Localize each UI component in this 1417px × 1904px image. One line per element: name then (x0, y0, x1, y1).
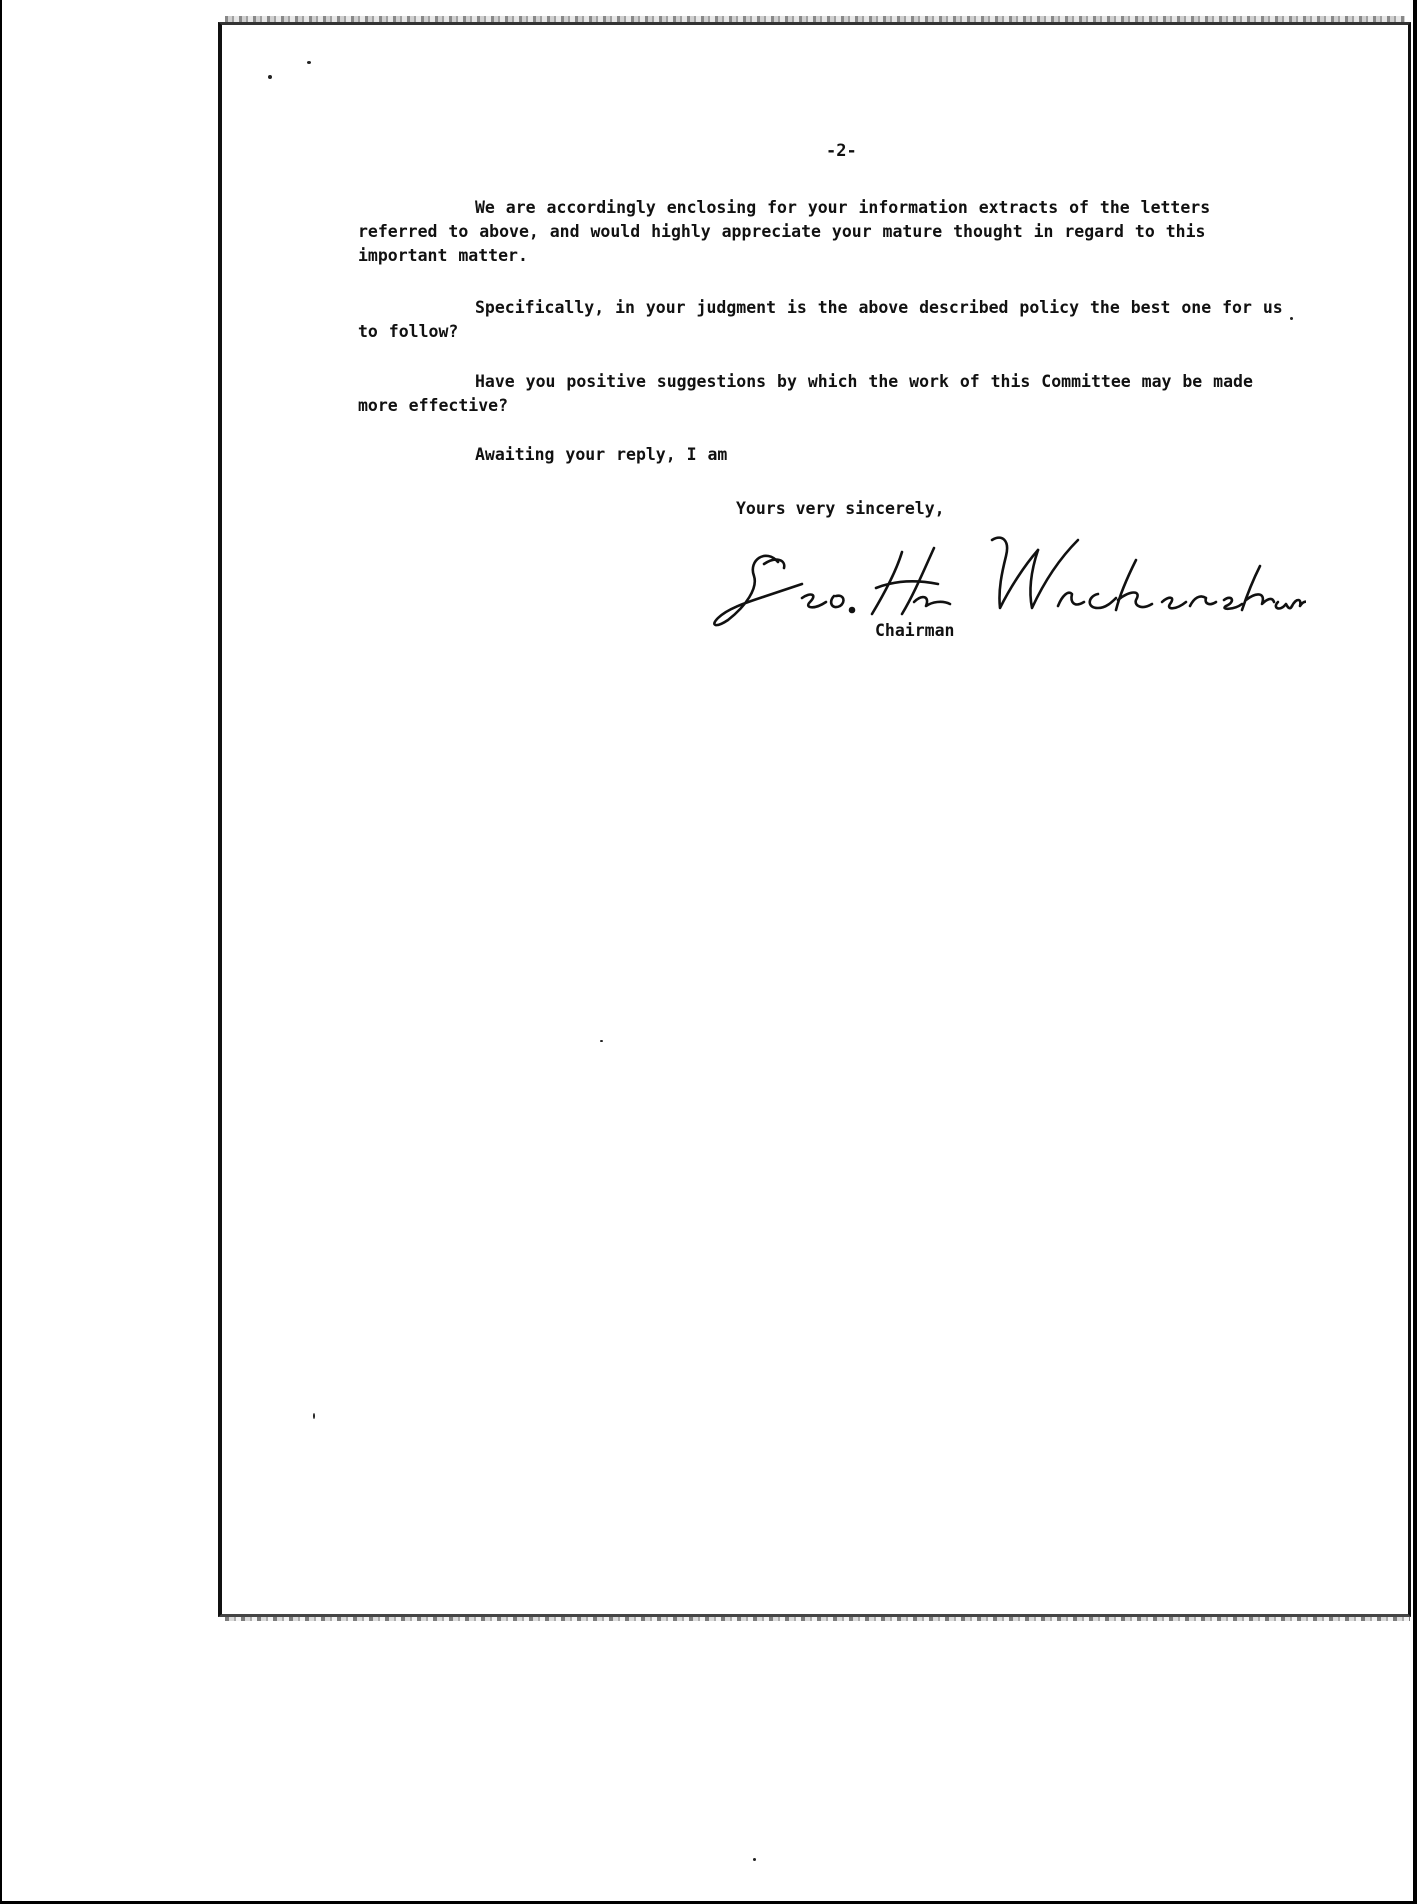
scan-speck (600, 1040, 603, 1042)
scan-speck (313, 1413, 315, 1419)
scan-speck (268, 75, 272, 79)
complimentary-closing: Yours very sincerely, (736, 499, 945, 518)
scan-speck (307, 61, 311, 64)
signer-title: Chairman (875, 621, 955, 640)
scan-speck (753, 1858, 756, 1861)
handwritten-signature (706, 510, 1306, 640)
paragraph-suggestions-question: Have you positive suggestions by which the work of this Committee may be made more effective? (358, 372, 1253, 415)
paragraph-enclosing-extracts: We are accordingly enclosing for your information extracts of the letters referred to above, and would highly appreciate your mature thought in regard to this important matter. (358, 198, 1211, 265)
paragraph-policy-question: Specifically, in your judgment is the above described policy the best one for us to follow? (358, 298, 1283, 341)
paragraph-awaiting-reply: Awaiting your reply, I am (475, 445, 728, 464)
sheet-bottom-edge-shadow (225, 1617, 1410, 1621)
scan-speck (1290, 317, 1293, 320)
page-number: -2- (826, 141, 857, 161)
